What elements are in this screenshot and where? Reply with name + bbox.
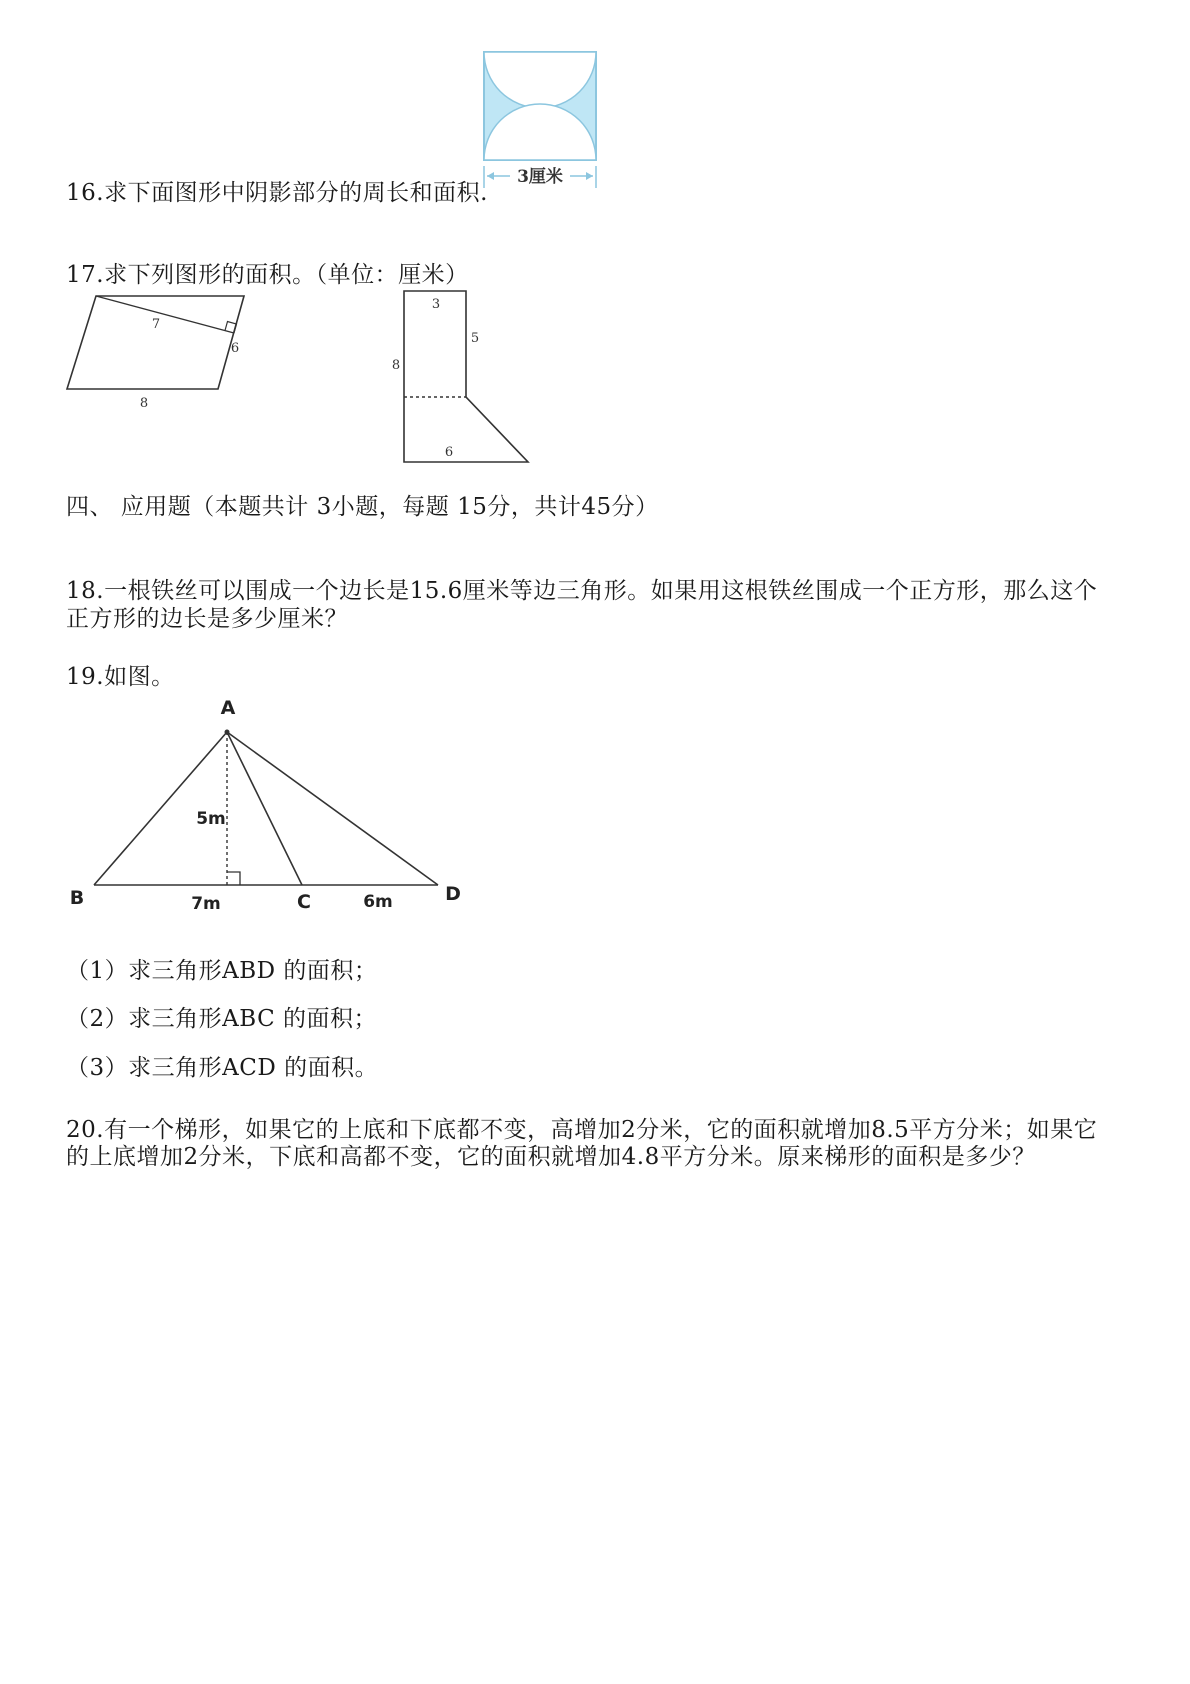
q19-sub3: （3）求三角形ACD 的面积。 (66, 1055, 379, 1081)
side-ad (227, 732, 438, 885)
height-label: 5m (196, 809, 226, 829)
vertex-label-d: D (445, 883, 461, 905)
q18-line2: 正方形的边长是多少厘米？ (66, 606, 348, 632)
vertex-label-b: B (69, 887, 85, 909)
q17-parallelogram-figure (60, 290, 260, 415)
q16-text: 16.求下面图形中阴影部分的周长和面积. (66, 180, 488, 206)
side-ac (227, 732, 302, 885)
q16-figure (478, 48, 606, 198)
q18-line1: 18.一根铁丝可以围成一个边长是15.6厘米等边三角形。如果用这根铁丝围成一个正方形，那么这个 (66, 578, 1098, 604)
q19-triangle-figure (60, 690, 480, 920)
q20-line2: 的上底增加2分米，下底和高都不变，它的面积就增加4.8平方分米。原来梯形的面积是多少？ (66, 1144, 1036, 1170)
composite-shape (404, 291, 528, 462)
parallelogram-height-label: 6 (230, 341, 240, 356)
composite-right-label: 5 (470, 331, 480, 346)
parallelogram-diag-label: 7 (151, 317, 161, 332)
q19-text: 19.如图。 (66, 664, 175, 690)
q20-line1: 20.有一个梯形，如果它的上底和下底都不变，高增加2分米，它的面积就增加8.5平方分米；如果它 (66, 1117, 1098, 1143)
q16-dimension-label: 3厘米 (517, 167, 563, 187)
vertex-label-a: A (220, 697, 236, 719)
right-angle-mark (227, 872, 240, 885)
composite-left-label: 8 (391, 358, 401, 373)
parallelogram-base-label: 8 (139, 396, 149, 411)
composite-top-label: 3 (431, 297, 441, 312)
composite-bottom-label: 6 (444, 445, 454, 460)
parallelogram (67, 296, 244, 389)
q19-sub1: （1）求三角形ABD 的面积； (66, 958, 378, 984)
bc-length-label: 7m (191, 894, 221, 914)
q17-text: 17.求下列图形的面积。（单位：厘米） (66, 262, 469, 288)
vertex-label-c: C (297, 891, 311, 913)
cd-length-label: 6m (363, 892, 393, 912)
section4-title: 四、 应用题（本题共计 3小题，每题 15分，共计45分） (66, 494, 659, 520)
parallelogram-diagonal-height (96, 296, 234, 333)
q19-sub2: （2）求三角形ABC 的面积； (66, 1006, 377, 1032)
q17-composite-figure (385, 285, 545, 470)
